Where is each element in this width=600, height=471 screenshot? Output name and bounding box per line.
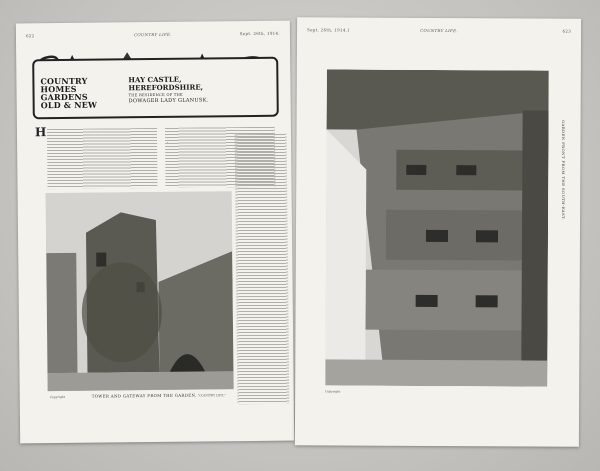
photo-caption: TOWER AND GATEWAY FROM THE GARDEN. [91,392,197,399]
series-title-line: HOMES [40,83,77,95]
owner-name: DOWAGER LADY GLANUSK. [128,97,209,105]
drop-cap: H [34,125,47,140]
garden-front-illustration [325,69,549,386]
right-page [295,17,581,446]
right-running-head [307,27,571,36]
house-name: HAY CASTLE, [128,74,182,85]
right-photo-credit: Copyright [325,389,341,394]
right-date: Sept. 26th, 1914.] [307,27,350,33]
photo-credit-right: "COUNTRY LIFE." [197,393,226,398]
garden-front-photo [325,69,549,386]
tower-gateway-photo [46,191,234,391]
side-caption: GARDEN FRONT FROM THE SOUTH-EAST. [561,120,566,220]
tower-illustration [46,191,234,391]
county: HEREFORDSHIRE, [128,82,204,93]
article-heading [128,75,268,104]
series-title-line: GARDENS [40,91,88,103]
left-date: Sept. 26th, 1914. [239,30,280,37]
right-running-title: COUNTRY LIFE. [420,27,458,34]
left-running-title: COUNTRY LIFE. [134,31,172,38]
text-column-3 [235,134,290,405]
text-column-1 [47,128,158,189]
series-title-line: OLD & NEW [40,99,98,111]
right-page-number: 623 [562,28,572,34]
series-title-line: COUNTRY [40,75,88,87]
photo-credit-left: Copyright [49,394,65,400]
left-running-head [26,31,280,42]
left-page-number: 622 [25,33,35,39]
spacer [167,142,168,143]
residence-line: THE RESIDENCE OF THE [128,92,184,98]
series-title [40,76,110,109]
series-banner [32,45,275,120]
